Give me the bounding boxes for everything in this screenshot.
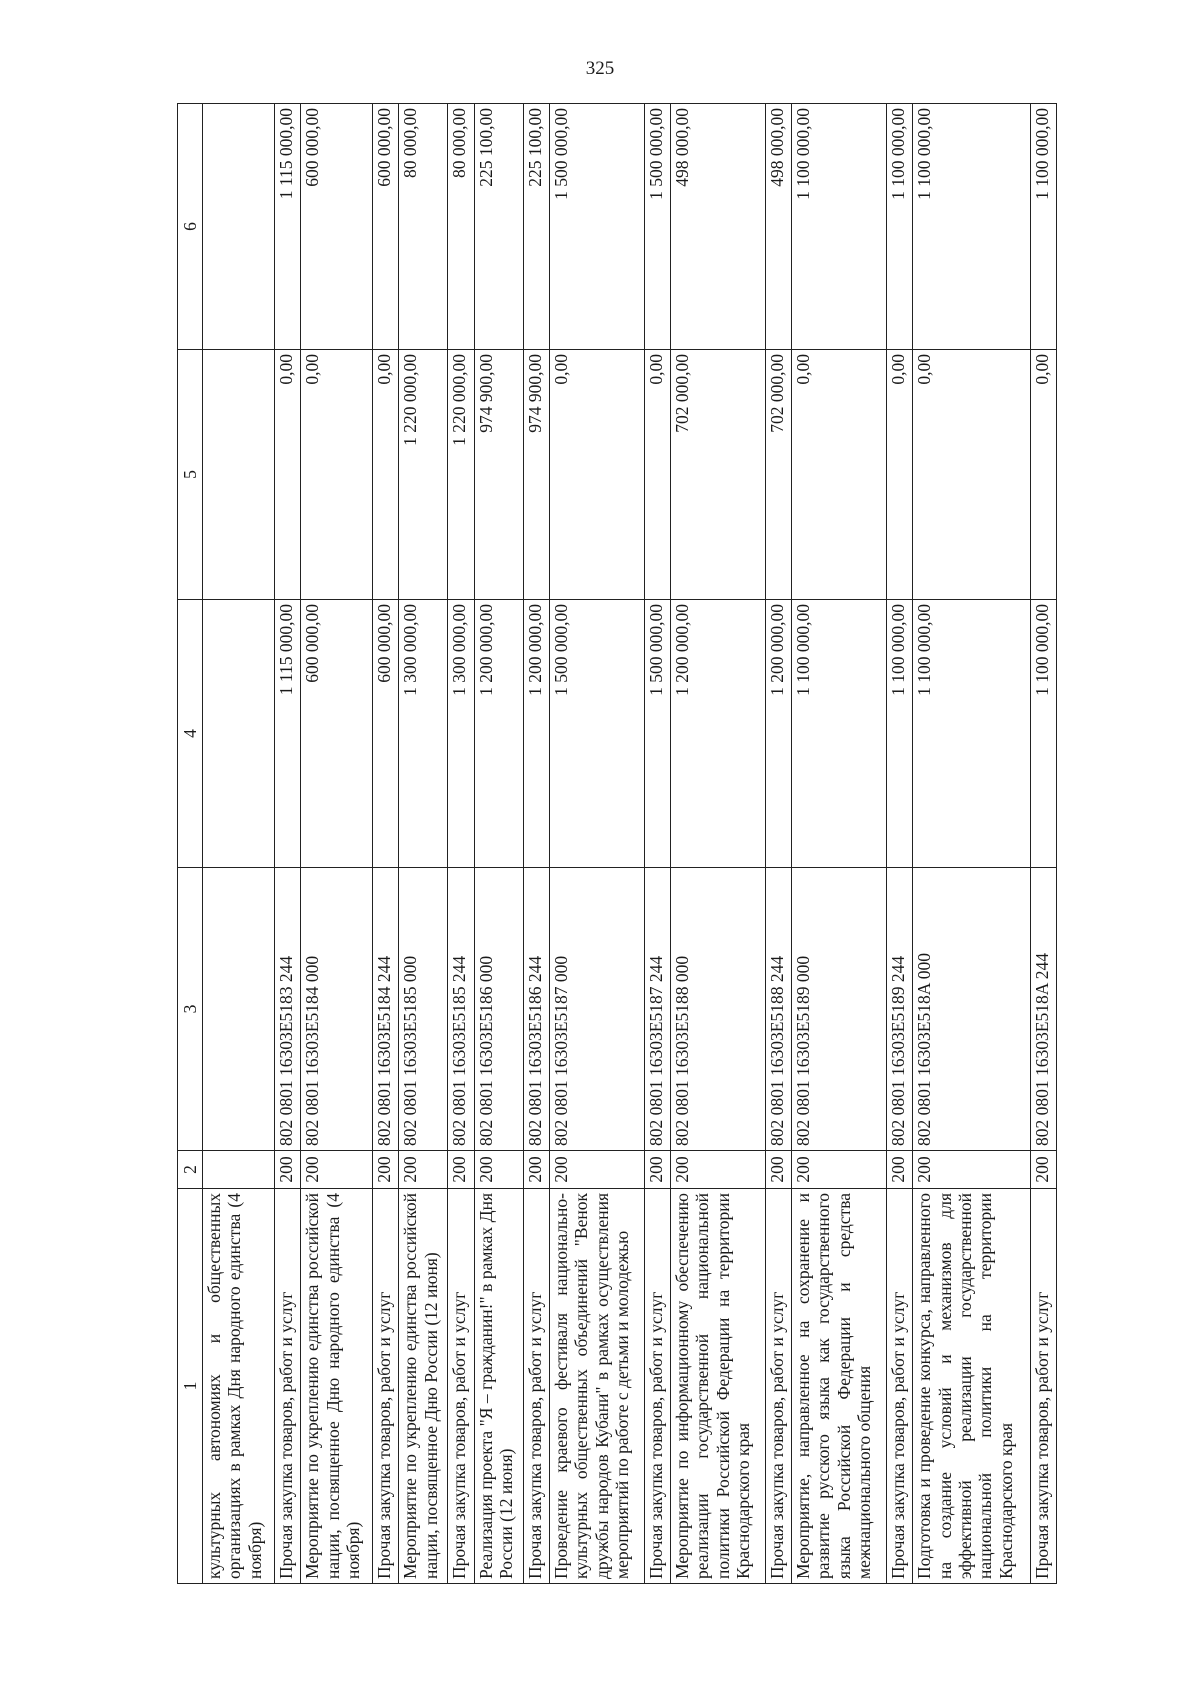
column-2-cell: 200 [399,1151,448,1189]
table-row [1030,104,1056,1584]
budget-code-cell: 802 0801 16303E5187 244 [644,868,670,1151]
amount-col4-cell [203,600,275,868]
amount-col6-cell: 225 100,00 [474,104,523,350]
amount-col5-cell: 0,00 [886,350,912,600]
column-header-4: 4 [178,600,203,868]
budget-code-cell: 802 0801 16303E5186 244 [523,868,549,1151]
item-name-cell: Прочая закупка товаров, работ и услуг [765,1189,791,1584]
column-2-cell: 200 [913,1151,1031,1189]
amount-col5-cell: 0,00 [301,350,373,600]
amount-col4-cell: 600 000,00 [373,600,399,868]
column-2-cell [203,1151,275,1189]
amount-col6-cell: 600 000,00 [301,104,373,350]
column-2-cell: 200 [644,1151,670,1189]
amount-col6-cell: 80 000,00 [399,104,448,350]
amount-col6-cell [203,104,275,350]
amount-col6-cell: 1 115 000,00 [274,104,300,350]
amount-col5-cell: 974 900,00 [523,350,549,600]
column-2-cell: 200 [1030,1151,1056,1189]
item-name-cell: Прочая закупка товаров, работ и услуг [373,1189,399,1584]
amount-col5-cell: 0,00 [792,350,887,600]
budget-code-cell: 802 0801 16303E5188 000 [670,868,765,1151]
amount-col4-cell: 1 100 000,00 [792,600,887,868]
amount-col6-cell: 1 500 000,00 [549,104,644,350]
table-row [644,104,670,1584]
item-name-cell: Подготовка и проведение конкурса, направленного на создание условий и механизмов для эффективной реализации государственной национальной политики на территории Краснодарского края [913,1189,1031,1584]
item-name-cell: Прочая закупка товаров, работ и услуг [886,1189,912,1584]
budget-code-cell: 802 0801 16303E518A 000 [913,868,1031,1151]
table-row [399,104,448,1584]
budget-code-cell: 802 0801 16303E5184 244 [373,868,399,1151]
rotated-table-container [177,104,1057,1584]
table-row [792,104,887,1584]
rotated-table-inner [177,104,1057,1584]
item-name-cell: Прочая закупка товаров, работ и услуг [448,1189,474,1584]
column-2-cell: 200 [274,1151,300,1189]
amount-col5-cell: 0,00 [644,350,670,600]
item-name-cell: Реализация проекта "Я – гражданин!" в рамках Дня России (12 июня) [474,1189,523,1584]
amount-col5-cell: 0,00 [913,350,1031,600]
item-name-cell: Прочая закупка товаров, работ и услуг [274,1189,300,1584]
column-header-1: 1 [178,1189,203,1584]
table-row [886,104,912,1584]
budget-code-cell: 802 0801 16303E5189 244 [886,868,912,1151]
amount-col5-cell: 974 900,00 [474,350,523,600]
amount-col6-cell: 1 100 000,00 [792,104,887,350]
table-header-row [178,104,203,1584]
table-row [203,104,275,1584]
table-row [913,104,1031,1584]
table-row [523,104,549,1584]
amount-col4-cell: 1 200 000,00 [474,600,523,868]
amount-col4-cell: 1 200 000,00 [670,600,765,868]
amount-col4-cell: 1 300 000,00 [448,600,474,868]
table-body [203,104,1057,1584]
budget-code-cell: 802 0801 16303E5187 000 [549,868,644,1151]
item-name-cell: культурных автономиях и общественных организациях в рамках Дня народного единства (4 ноября) [203,1189,275,1584]
table-row [373,104,399,1584]
budget-table [177,103,1057,1584]
amount-col5-cell: 0,00 [549,350,644,600]
amount-col4-cell: 1 100 000,00 [1030,600,1056,868]
item-name-cell: Проведение краевого фестиваля национально-культурных общественных объединений "Венок дружбы народов Кубани" в рамках осуществления мероприятий по работе с детьми и молодежью [549,1189,644,1584]
amount-col6-cell: 1 100 000,00 [1030,104,1056,350]
amount-col5-cell: 1 220 000,00 [448,350,474,600]
amount-col6-cell: 1 100 000,00 [886,104,912,350]
budget-code-cell: 802 0801 16303E5188 244 [765,868,791,1151]
column-2-cell: 200 [886,1151,912,1189]
budget-code-cell: 802 0801 16303E518A 244 [1030,868,1056,1151]
amount-col6-cell: 1 100 000,00 [913,104,1031,350]
amount-col4-cell: 1 200 000,00 [523,600,549,868]
table-row [448,104,474,1584]
amount-col6-cell: 225 100,00 [523,104,549,350]
column-2-cell: 200 [448,1151,474,1189]
column-header-2: 2 [178,1151,203,1189]
amount-col4-cell: 1 300 000,00 [399,600,448,868]
amount-col5-cell [203,350,275,600]
table-row [765,104,791,1584]
column-header-6: 6 [178,104,203,350]
amount-col6-cell: 80 000,00 [448,104,474,350]
amount-col5-cell: 0,00 [1030,350,1056,600]
amount-col4-cell: 1 500 000,00 [644,600,670,868]
item-name-cell: Мероприятие по информационному обеспечению реализации государственной национальной политики Российской Федерации на территории Краснодарского края [670,1189,765,1584]
table-row [474,104,523,1584]
amount-col4-cell: 1 100 000,00 [913,600,1031,868]
amount-col4-cell: 1 200 000,00 [765,600,791,868]
amount-col5-cell: 702 000,00 [670,350,765,600]
budget-code-cell [203,868,275,1151]
column-2-cell: 200 [670,1151,765,1189]
table-row [274,104,300,1584]
table-row [670,104,765,1584]
column-2-cell: 200 [523,1151,549,1189]
item-name-cell: Прочая закупка товаров, работ и услуг [1030,1189,1056,1584]
item-name-cell: Мероприятие, направленное на сохранение и развитие русского языка как государственного языка Российской Федерации и средства межнационального общения [792,1189,887,1584]
item-name-cell: Прочая закупка товаров, работ и услуг [523,1189,549,1584]
amount-col5-cell: 702 000,00 [765,350,791,600]
column-2-cell: 200 [474,1151,523,1189]
table-row [301,104,373,1584]
table-row [549,104,644,1584]
column-2-cell: 200 [301,1151,373,1189]
budget-code-cell: 802 0801 16303E5186 000 [474,868,523,1151]
amount-col6-cell: 498 000,00 [670,104,765,350]
item-name-cell: Мероприятие по укреплению единства российской нации, посвященное Дню народного единства (4 ноября) [301,1189,373,1584]
column-2-cell: 200 [549,1151,644,1189]
column-2-cell: 200 [792,1151,887,1189]
amount-col5-cell: 0,00 [373,350,399,600]
amount-col6-cell: 498 000,00 [765,104,791,350]
amount-col6-cell: 600 000,00 [373,104,399,350]
column-2-cell: 200 [765,1151,791,1189]
column-2-cell: 200 [373,1151,399,1189]
item-name-cell: Прочая закупка товаров, работ и услуг [644,1189,670,1584]
amount-col4-cell: 1 100 000,00 [886,600,912,868]
budget-code-cell: 802 0801 16303E5184 000 [301,868,373,1151]
budget-code-cell: 802 0801 16303E5183 244 [274,868,300,1151]
amount-col4-cell: 600 000,00 [301,600,373,868]
budget-code-cell: 802 0801 16303E5189 000 [792,868,887,1151]
amount-col5-cell: 0,00 [274,350,300,600]
amount-col6-cell: 1 500 000,00 [644,104,670,350]
budget-code-cell: 802 0801 16303E5185 244 [448,868,474,1151]
budget-code-cell: 802 0801 16303E5185 000 [399,868,448,1151]
column-header-3: 3 [178,868,203,1151]
page-number: 325 [585,58,615,79]
column-header-5: 5 [178,350,203,600]
item-name-cell: Мероприятие по укреплению единства российской нации, посвященное Дню России (12 июня) [399,1189,448,1584]
amount-col5-cell: 1 220 000,00 [399,350,448,600]
amount-col4-cell: 1 500 000,00 [549,600,644,868]
amount-col4-cell: 1 115 000,00 [274,600,300,868]
